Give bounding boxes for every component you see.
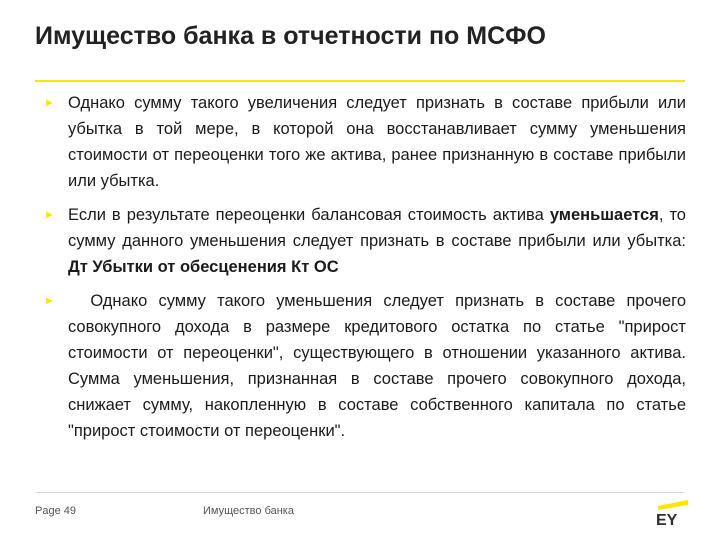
bullet-text	[68, 202, 686, 280]
ey-logo-icon	[654, 500, 688, 526]
bullet-text-part: Если в результате переоценки балансовая стоимость актива	[68, 206, 550, 224]
title-divider	[35, 80, 685, 82]
slide-content	[44, 90, 686, 452]
bullet-arrow-icon: ►	[44, 97, 55, 109]
bullet-arrow-icon: ►	[44, 209, 55, 221]
page-number: Page 49	[35, 505, 76, 517]
footer-divider	[35, 492, 685, 493]
bullet-emphasis: уменьшается	[549, 206, 659, 224]
svg-text:EY: EY	[656, 512, 678, 526]
page-title: Имущество банка в отчетности по МСФО	[35, 22, 546, 50]
bullet-arrow-icon: ►	[44, 295, 55, 307]
bullet-item	[44, 288, 686, 444]
bullet-text-part: , то сумму данного уменьшения следует признать в составе прибыли или убытка:	[68, 206, 686, 250]
bullet-text: Однако сумму такого уменьшения следует признать в составе прочего совокупного дохода в размере кредитового остатка по статье "прирост стоимости от переоценки", существующего в отношении указанного актива. Сумма уменьшения, признанная в составе прочего совокупного дохода, снижает сумму, накопленную в составе собственного капитала по статье "прирост стоимости от переоценки".	[68, 292, 686, 440]
bullet-item	[44, 202, 686, 280]
accounting-entry: Дт Убытки от обесценения Кт ОС	[68, 258, 339, 276]
bullet-text: Однако сумму такого увеличения следует признать в составе прибыли или убытка в той мере, в которой она восстанавливает сумму уменьшения стоимости от переоценки того же актива, ранее признанную в составе прибыли или убытка.	[68, 94, 686, 190]
bullet-item	[44, 90, 686, 194]
footer-title: Имущество банка	[203, 505, 294, 517]
